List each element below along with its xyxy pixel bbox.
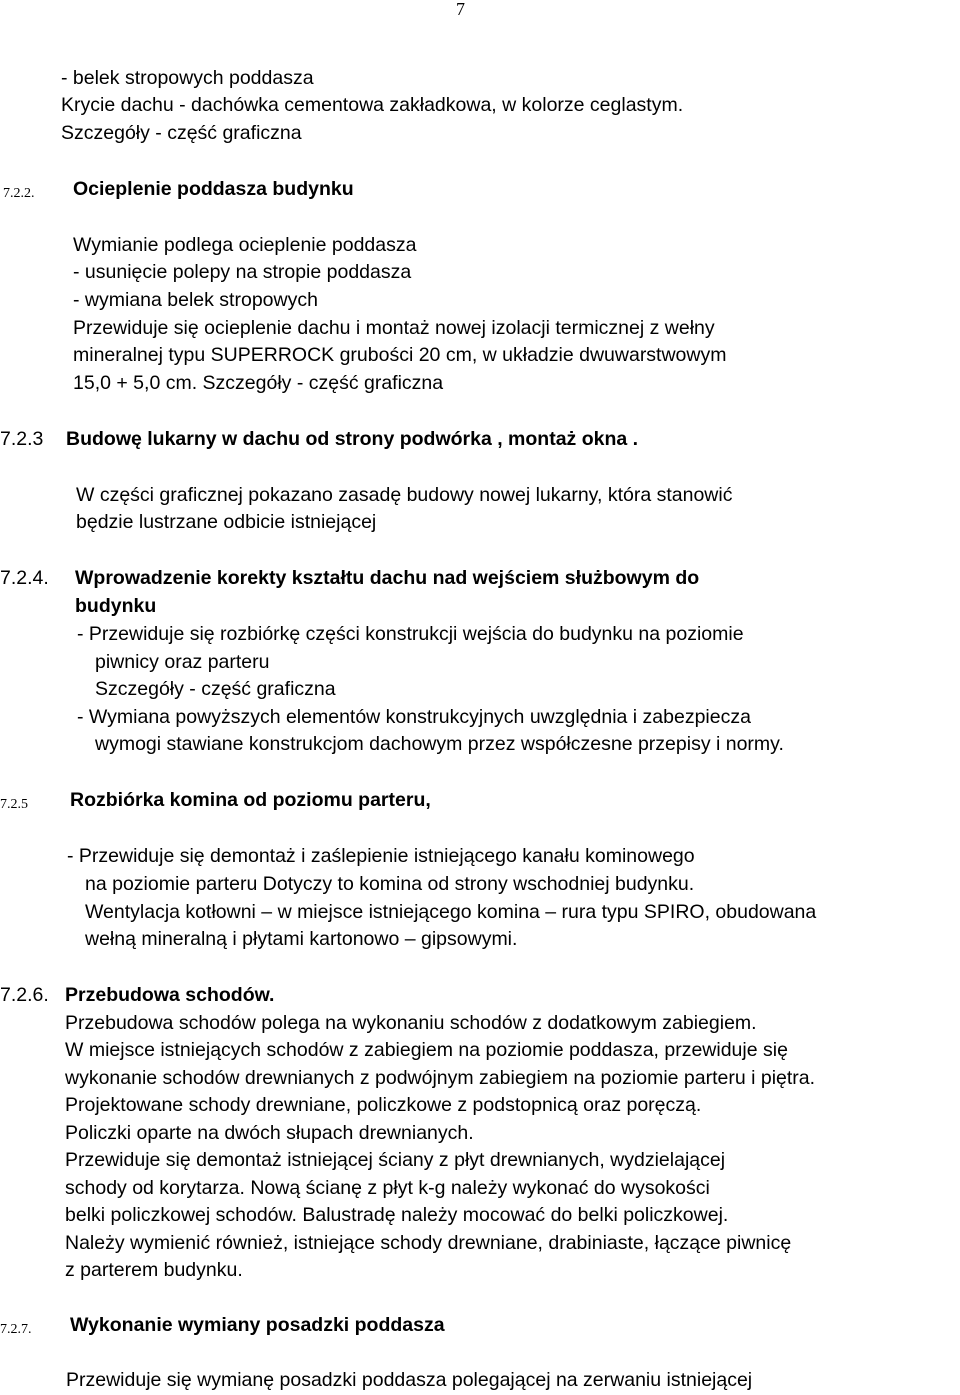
text-line: - belek stropowych poddasza [61,67,314,89]
text-line: 15,0 + 5,0 cm. Szczegóły - część graficzna [73,372,444,394]
text-line: będzie lustrzane odbicie istniejącej [76,511,377,533]
text-line: Przebudowa schodów polega na wykonaniu schodów z dodatkowym zabiegiem. [65,1012,757,1034]
text-line: piwnicy oraz parteru [95,651,270,673]
text-line: Należy wymienić również, istniejące schody drewniane, drabiniaste, łączące piwnicę [65,1232,792,1254]
page-number: 7 [456,0,465,19]
text-line: belki policzkowej schodów. Balustradę należy mocować do belki policzkowej. [65,1204,729,1226]
section-title: Wykonanie wymiany posadzki poddasza [70,1314,445,1336]
text-line: Wentylacja kotłowni – w miejsce istniejącego komina – rura typu SPIRO, obudowana [85,901,817,923]
text-line: wymogi stawiane konstrukcjom dachowym przez współczesne przepisy i normy. [95,733,784,755]
text-line: Policzki oparte na dwóch słupach drewnianych. [65,1122,474,1144]
text-line: schody od korytarza. Nową ścianę z płyt k-g należy wykonać do wysokości [65,1177,710,1199]
text-line: wykonanie schodów drewnianych z podwójnym zabiegiem na poziomie parteru i piętra. [65,1067,816,1089]
section-number: 7.2.4. [0,567,49,589]
section-title: Rozbiórka komina od poziomu parteru, [70,789,431,811]
section-number: 7.2.5 [0,797,28,812]
text-line: Szczegóły - część graficzna [61,122,302,144]
text-line: W miejsce istniejących schodów z zabiegiem na poziomie poddasza, przewiduje się [65,1039,788,1061]
section-number: 7.2.3 [0,428,44,450]
text-line: Szczegóły - część graficzna [95,678,336,700]
text-line: z parterem budynku. [65,1259,243,1281]
section-title-continued: budynku [75,595,157,617]
text-line: Krycie dachu - dachówka cementowa zakładkowa, w kolorze ceglastym. [61,94,684,116]
text-line: mineralnej typu SUPERROCK grubości 20 cm, w układzie dwuwarstwowym [73,344,727,366]
section-number: 7.2.2. [3,186,35,201]
section-title: Wprowadzenie korekty kształtu dachu nad wejściem służbowym do [75,567,700,589]
text-line: - Przewiduje się demontaż i zaślepienie istniejącego kanału kominowego [67,845,695,867]
section-number: 7.2.7. [0,1322,32,1337]
text-line: - wymiana belek stropowych [73,289,318,311]
section-number: 7.2.6. [0,984,49,1006]
text-line: Projektowane schody drewniane, policzkowe z podstopnicą oraz poręczą. [65,1094,702,1116]
text-line: Przewiduje się ocieplenie dachu i montaż nowej izolacji termicznej z wełny [73,317,715,339]
text-line: - usunięcie polepy na stropie poddasza [73,261,412,283]
section-title: Przebudowa schodów. [65,984,275,1006]
text-line: - Przewiduje się rozbiórkę części konstrukcji wejścia do budynku na poziomie [77,623,744,645]
text-line: Przewiduje się demontaż istniejącej ściany z płyt drewnianych, wydzielającej [65,1149,726,1171]
text-line: na poziomie parteru Dotyczy to komina od strony wschodniej budynku. [85,873,695,895]
text-line: Przewiduje się wymianę posadzki poddasza polegającej na zerwaniu istniejącej [66,1369,753,1391]
text-line: Wymianie podlega ocieplenie poddasza [73,234,417,256]
text-line: W części graficznej pokazano zasadę budowy nowej lukarny, która stanowić [76,484,733,506]
text-line: - Wymiana powyższych elementów konstrukcyjnych uwzględnia i zabezpiecza [77,706,751,728]
text-line: wełną mineralną i płytami kartonowo – gipsowymi. [85,928,518,950]
section-title: Ocieplenie poddasza budynku [73,178,354,200]
section-title: Budowę lukarny w dachu od strony podwórka , montaż okna . [66,428,639,450]
